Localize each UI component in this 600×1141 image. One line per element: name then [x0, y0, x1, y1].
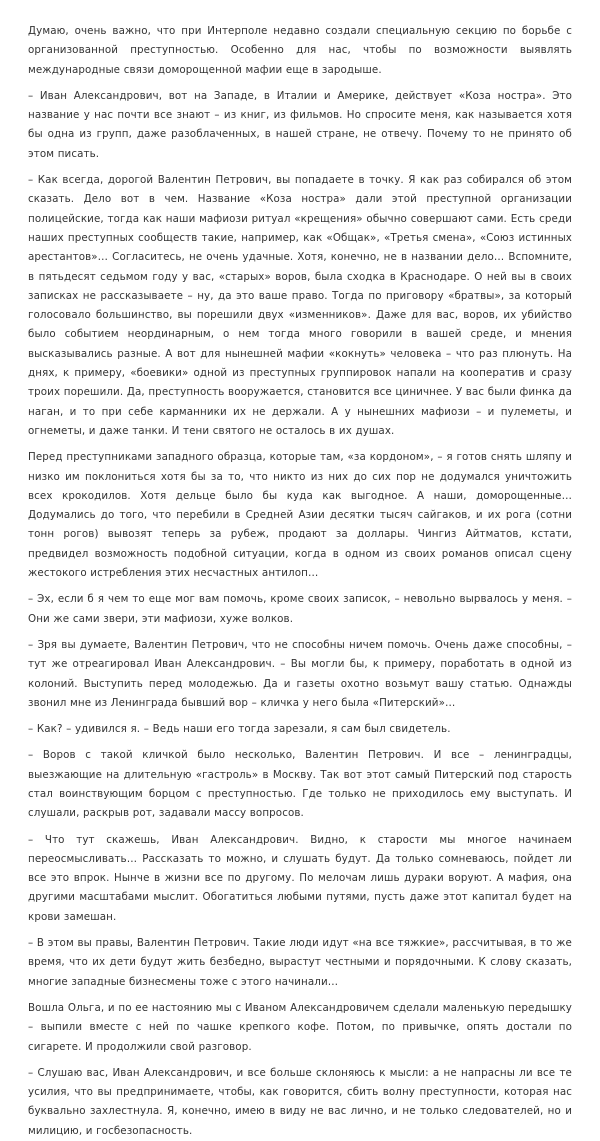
paragraph: – Как? – удивился я. – Ведь наши его тогда зарезали, я сам был свидетель.: [28, 723, 451, 736]
paragraph: – Иван Александрович, вот на Западе, в Италии и Америке, действует «Коза ностра». Это название у нас почти все знают – из книг, из фильмов. Но спросите меня, как называется хотя бы одна из групп, даже разоблаченных, в нашей стране, не отвечу. Почему то не принято об этом писать.: [28, 89, 572, 160]
paragraph: – Зря вы думаете, Валентин Петрович, что не способны ничем помочь. Очень даже способны, – тут же отреагировал Иван Александрович. – Вы могли бы, к примеру, поработать в одной из колоний. Выступить перед молодежью. Да и газеты охотно возьмут вашу статью. Однажды звонил мне из Ленинграда бывший вор – кличка у него была «Питерский»…: [28, 638, 572, 709]
paragraph: – Слушаю вас, Иван Александрович, и все больше склоняюсь к мысли: а не напрасны ли все те усилия, что вы предпринимаете, чтобы, как говорится, сбить волну преступности, которая нас буквально захлестнула. Я, конечно, имею в виду не вас лично, и не только следователей, но и милицию, и госбезопасность.: [28, 1066, 572, 1137]
paragraph: Думаю, очень важно, что при Интерполе недавно создали специальную секцию по борьбе с организованной преступностью. Особенно для нас, чтобы по возможности выявлять международные связи доморощенной мафии еще в зародыше.: [28, 25, 572, 76]
paragraph: Вошла Ольга, и по ее настоянию мы с Иваном Александровичем сделали маленькую передышку – выпили вместе с ней по чашке крепкого кофе. Потом, по привычке, опять достали по сигарете. И продолжили свой разговор.: [28, 1001, 572, 1053]
paragraph: – Что тут скажешь, Иван Александрович. Видно, к старости мы многое начинаем переосмысливать… Рассказать то можно, и слушать будут. Да только сомневаюсь, пойдет ли все это впрок. Нынче в жизни все по другому. По мелочам лишь дураки воруют. А мафия, она другими масштабами мыслит. Обогатиться любыми путями, пусть даже этот капитал будет на крови замешан.: [28, 833, 572, 923]
paragraph: – Эх, если б я чем то еще мог вам помочь, кроме своих записок, – невольно вырвалось у меня. – Они же сами звери, эти мафиози, хуже волков.: [28, 593, 572, 625]
paragraph: – В этом вы правы, Валентин Петрович. Такие люди идут «на все тяжкие», рассчитывая, в то же время, что их дети будут жить безбедно, вырастут честными и порядочными. К слову сказать, многие западные бизнесмены тоже с этого начинали…: [28, 937, 572, 988]
paragraph: – Воров с такой кличкой было несколько, Валентин Петрович. И все – ленинградцы, выезжающие на длительную «гастроль» в Москву. Так вот этот самый Питерский под старость стал воинствующим борцом с преступностью. Где только не приходилось ему выступать. И слушали, раскрыв рот, задавали массу вопросов.: [28, 749, 572, 820]
paragraph: Перед преступниками западного образца, которые там, «за кордоном», – я готов снять шляпу и низко им поклониться хотя бы за то, что никто из них до сих пор не додумался уничтожить всех крокодилов. Хотя дельце было бы куда как выгодное. А наши, доморощенные… Додумались до того, что перебили в Средней Азии десятки тысяч сайгаков, и их рога (сотни тонн рогов) вывозят теперь за рубеж, продают за доллары. Чингиз Айтматов, кстати, предвидел возможность подобной ситуации, когда в одном из своих романов описал сцену жестокого истребления этих несчастных антилоп…: [28, 451, 572, 580]
paragraph: – Как всегда, дорогой Валентин Петрович, вы попадаете в точку. Я как раз собирался об этом сказать. Дело вот в чем. Название «Коза ностра» дали этой преступной организации полицейские, тогда как наши мафиози ритуал «крещения» обычно совершают сами. Есть среди наших преступных сообществ такие, например, как «Общак», «Третья смена», «Союз истинных арестантов»… Согласитесь, не очень удачные. Хотя, конечно, не в названии дело… Вспомните, в пятьдесят седьмом году у вас, «старых» воров, была сходка в Краснодаре. О ней вы в своих записках не рассказываете – ну, да это ваше право. Тогда по приговору «братвы», за который голосовало большинство, вы порешили двух «изменников». Даже для вас, воров, их убийство было событием неординарным, о нем тогда много говорили в вашей среде, и мнения высказывались разные. А вот для нынешней мафии «кокнуть» человека – что раз плюнуть. На днях, к примеру, «боевики» одной из преступных группировок напали на кооператив и сразу троих порешили. Да, преступность вооружается, становится все циничнее. У вас были финка да наган, и то при себе карманники их не держали. А у нынешних мафиози – и пулеметы, и огнеметы, и даже танки. И тени святого не осталось в их душах.: [28, 174, 572, 437]
text-column: [28, 22, 572, 1141]
